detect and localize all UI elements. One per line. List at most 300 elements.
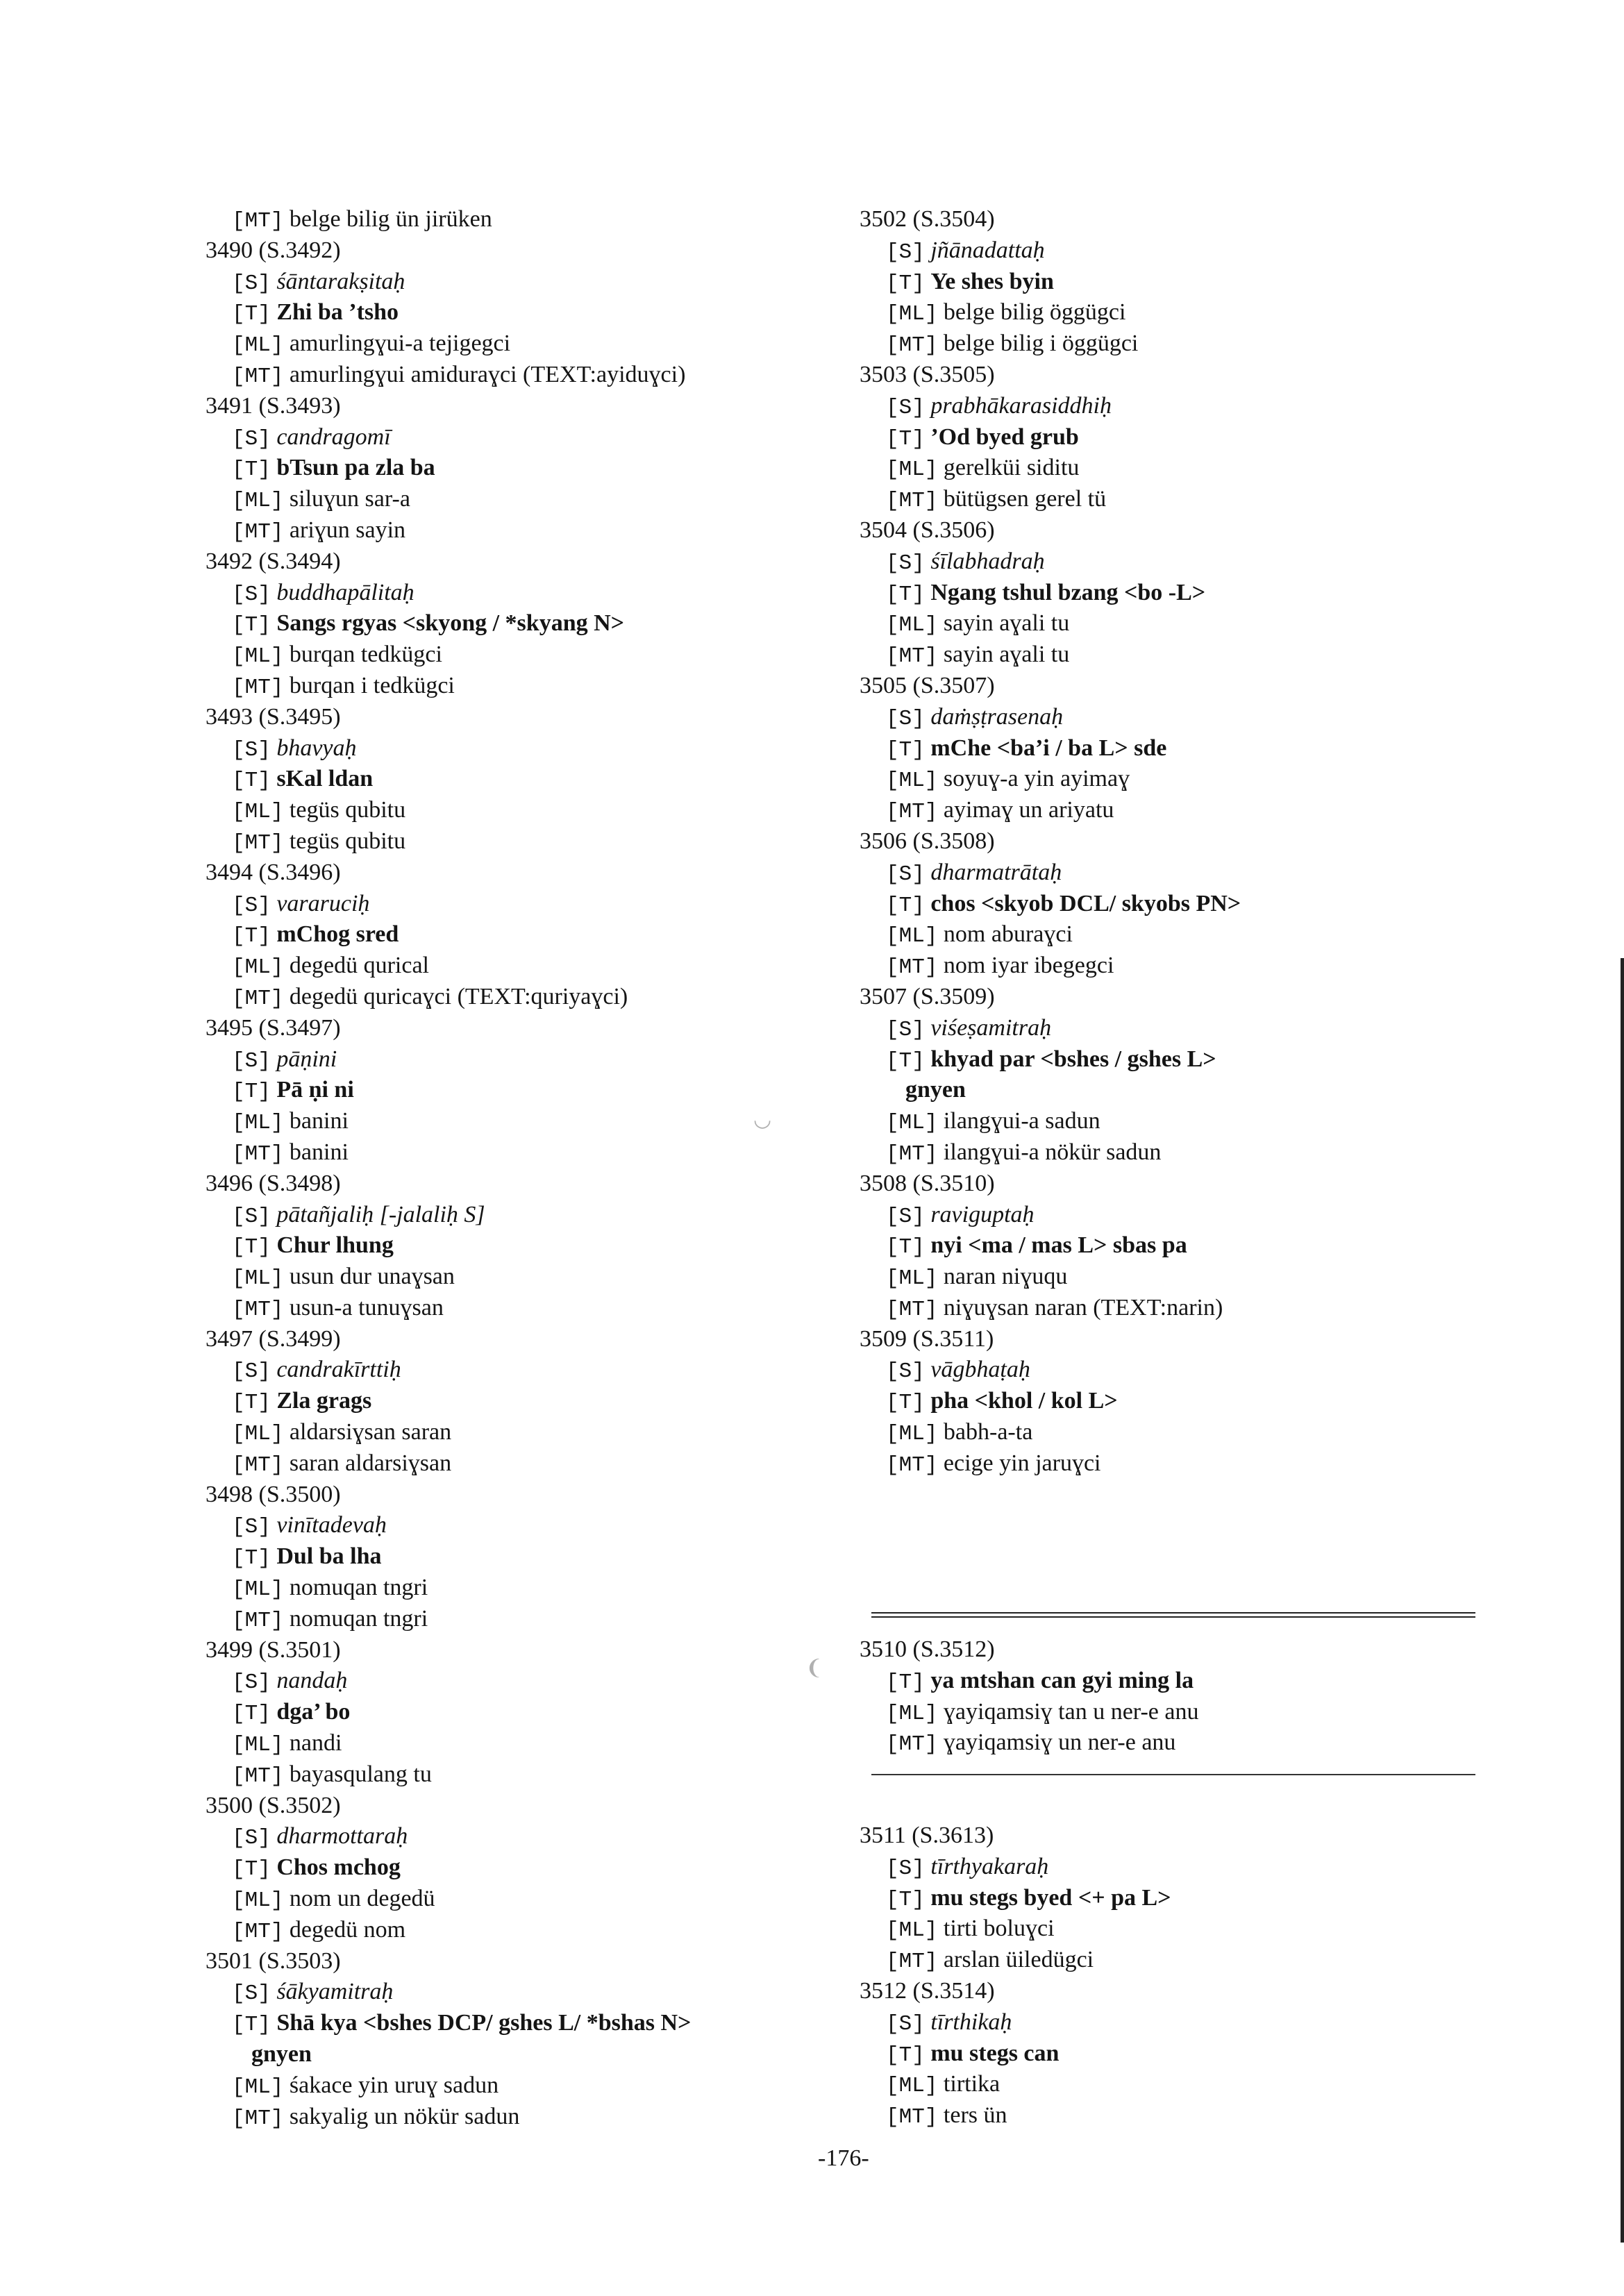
entry-number [206,1946,844,1977]
entry-number [206,546,844,578]
field-tag: [S] [886,862,925,887]
field-text: Chos mchog [276,1854,401,1881]
entry-line [860,1697,1484,1728]
entry-line [860,1883,1484,1914]
entry-number [860,982,1484,1013]
field-text: banini [289,1139,349,1165]
field-text: sayin aɣali tu [943,610,1070,637]
entry-line [206,1821,844,1852]
field-tag: [ML] [232,489,284,514]
entry-line [206,982,844,1013]
scan-speck-mark: ◡ [753,1108,772,1131]
field-tag: [S] [886,2011,925,2036]
field-tag: [ML] [232,1888,284,1913]
right-column-bottom [860,1820,1484,2131]
field-tag: [S] [886,395,925,420]
entry-line [206,515,844,546]
field-tag: [ML] [232,800,284,825]
field-text: 3505 (S.3507) [860,672,995,698]
entry-line [860,1913,1484,1945]
field-tag: [MT] [886,489,938,514]
entry-line [860,422,1484,453]
entry-line [860,453,1484,484]
entry-line [860,2100,1484,2131]
field-text: vāgbhaṭaḥ [930,1357,1030,1383]
field-tag: [MT] [886,644,938,669]
field-text: 3507 (S.3509) [860,983,995,1009]
entry-number [206,1324,844,1355]
entry-line [860,1293,1484,1324]
entry-line [860,235,1484,267]
field-text: tirti boluɣci [943,1916,1055,1942]
field-text: babh-a-ta [943,1419,1033,1446]
field-text: degedü quricaɣci (TEXT:quriyaɣci) [289,983,628,1009]
entry-line [860,1044,1484,1075]
field-tag: [ML] [232,644,284,669]
entry-line [206,2102,844,2133]
field-tag: [T] [232,1857,271,1882]
entry-line [206,1417,844,1448]
entry-line [860,328,1484,360]
field-tag: [T] [886,893,925,918]
entry-line [206,1759,844,1791]
entry-number [860,671,1484,702]
field-text: Ye shes byin [930,268,1054,294]
field-tag: [ML] [232,2075,284,2100]
field-text: nomuqan tngri [289,1605,428,1632]
entry-number [860,1324,1484,1355]
field-text: vararuciḥ [276,890,370,916]
field-tag: [S] [232,1359,271,1384]
field-tag: [MT] [232,986,284,1011]
field-text: 3500 (S.3502) [206,1792,341,1818]
entry-line [860,608,1484,639]
field-tag: [ML] [232,1733,284,1758]
entry-line [206,919,844,950]
field-tag: [S] [232,1204,271,1229]
entry-line [206,764,844,795]
field-tag: [S] [232,582,271,607]
field-text: 3510 (S.3512) [860,1636,995,1662]
entry-line [206,1293,844,1324]
field-text: 3501 (S.3503) [206,1947,341,1974]
entry-line [860,1666,1484,1697]
field-tag: [MT] [232,1763,284,1788]
entry-line [860,1200,1484,1231]
field-tag: [ML] [886,1266,938,1291]
field-tag: [MT] [886,1950,938,1975]
field-tag: [T] [232,769,271,794]
field-tag: [T] [886,582,925,607]
field-tag: [ML] [232,1111,284,1136]
entry-line [860,2007,1484,2038]
field-tag: [MT] [886,955,938,980]
entry-line [860,857,1484,889]
field-text: bütügsen gerel tü [943,486,1107,512]
entry-line [206,2039,844,2070]
field-tag: [T] [232,458,271,483]
entry-line [206,1884,844,1915]
field-text: gerelküi siditu [943,455,1080,481]
field-tag: [S] [886,1017,925,1042]
field-text: bhavyaḥ [276,735,357,761]
entry-line [860,391,1484,422]
field-text: nyi <ma / mas L> sbas pa [930,1232,1187,1259]
field-tag: [T] [886,1235,925,1260]
field-text: śakace yin uruɣ sadun [289,2072,499,2098]
entry-line [206,608,844,639]
field-tag: [T] [886,271,925,296]
field-text: nom aburaɣci [943,921,1073,948]
entry-line [860,1852,1484,1883]
entry-number [860,1976,1484,2007]
entry-line [206,1510,844,1541]
field-text: usun-a tunuɣsan [289,1294,444,1321]
entry-line [860,2038,1484,2070]
field-text: degedü qurical [289,953,429,979]
field-tag: [S] [886,1204,925,1229]
field-tag: [MT] [232,364,284,389]
field-tag: [MT] [232,1608,284,1633]
field-tag: [T] [886,426,925,451]
field-tag: [T] [886,1048,925,1073]
field-text: niɣuɣsan naran (TEXT:narin) [943,1294,1223,1321]
entry-line [206,1230,844,1262]
field-text: bayasqulang tu [289,1761,432,1787]
field-tag: [ML] [886,1111,938,1136]
entry-line [860,267,1484,298]
field-tag: [S] [886,1359,925,1384]
field-text: belge bilig i öggügci [943,330,1139,357]
field-text: 3497 (S.3499) [206,1325,341,1352]
entry-line [206,1728,844,1759]
entry-line [206,1666,844,1697]
right-column-boxed [860,1634,1484,1759]
entry-line [860,702,1484,733]
entry-line [206,826,844,857]
field-text: usun dur unaɣsan [289,1264,455,1290]
entry-line [206,1915,844,1946]
field-tag: [T] [886,1670,925,1695]
field-text: 3499 (S.3501) [206,1636,341,1663]
field-text: 3506 (S.3508) [860,828,995,854]
entry-number [860,826,1484,857]
field-tag: [ML] [232,333,284,358]
field-tag: [S] [232,1670,271,1695]
field-text: chos <skyob DCL/ skyobs PN> [930,890,1241,916]
field-tag: [MT] [232,1919,284,1944]
field-text: candrakīrttiḥ [276,1357,401,1383]
entry-number [860,360,1484,391]
entry-number [206,702,844,733]
field-text: naran niɣuqu [943,1264,1068,1290]
field-text: 3502 (S.3504) [860,206,995,232]
field-tag: [T] [886,1391,925,1416]
field-text: tīrthikaḥ [930,2009,1012,2035]
entry-line [860,484,1484,515]
field-text: 3490 (S.3492) [206,237,341,263]
field-text: 3512 (S.3514) [860,1977,995,2004]
field-text: 3495 (S.3497) [206,1014,341,1041]
field-text: jñānadattaḥ [930,237,1045,263]
entry-number [206,235,844,267]
field-text: Zla grags [276,1388,372,1414]
entry-line [860,639,1484,671]
field-tag: [ML] [232,955,284,980]
field-tag: [S] [232,737,271,762]
entry-line [206,950,844,982]
entry-line [206,267,844,298]
field-text: 3511 (S.3613) [860,1822,994,1848]
field-tag: [MT] [232,2106,284,2131]
entry-line [860,1355,1484,1386]
entry-line [206,889,844,920]
field-tag: [S] [232,1826,271,1851]
field-tag: [S] [232,1981,271,2006]
field-text: arslan üiledügci [943,1947,1094,1973]
field-text: saran aldarsiɣsan [289,1450,452,1476]
field-tag: [T] [232,2013,271,2038]
field-tag: [T] [232,924,271,949]
field-text: śākyamitraḥ [276,1979,394,2005]
entry-line [860,950,1484,982]
field-tag: [MT] [232,1141,284,1166]
field-tag: [MT] [886,333,938,358]
field-text: prabhākarasiddhiḥ [930,392,1112,419]
field-text: mChog sred [276,921,399,948]
field-tag: [S] [886,706,925,731]
entry-line [206,2008,844,2039]
field-tag: [MT] [886,2105,938,2130]
entry-line [860,1727,1484,1759]
entry-line [206,671,844,702]
entry-line [206,297,844,328]
field-text: mu stegs can [930,2040,1060,2066]
field-text: Chur lhung [276,1232,394,1259]
field-tag: [T] [886,2043,925,2068]
entry-line [860,1106,1484,1137]
field-text: pātañjaliḥ [-jalaliḥ S] [276,1201,485,1227]
field-text: sakyalig un nökür sadun [289,2103,520,2129]
entry-line [206,1044,844,1075]
field-text: nandaḥ [276,1668,348,1694]
field-text: siluɣun sar-a [289,486,410,512]
field-text: dharmatrātaḥ [930,859,1062,885]
field-text: 3492 (S.3494) [206,548,341,574]
entry-line [860,546,1484,578]
field-text: 3498 (S.3500) [206,1481,341,1507]
field-text: banini [289,1108,349,1134]
entry-line [860,297,1484,328]
entry-line [206,733,844,764]
field-text: tegüs qubitu [289,797,406,823]
entry-line [206,1977,844,2008]
field-tag: [S] [232,426,271,451]
field-tag: [S] [232,271,271,296]
field-tag: [MT] [232,519,284,544]
entry-line [860,764,1484,795]
field-text: buddhapālitaḥ [276,579,415,605]
field-text: belge bilig öggügci [943,299,1126,326]
section-rule-bottom [871,1774,1475,1775]
entry-line [206,639,844,671]
field-tag: [ML] [886,1918,938,1943]
page-number: -176- [818,2145,869,2171]
field-tag: [ML] [886,2074,938,2099]
entry-line [860,1262,1484,1293]
field-text: ariɣun sayin [289,517,406,543]
field-tag: [ML] [886,302,938,327]
field-text: tirtika [943,2071,1001,2097]
field-tag: [S] [886,240,925,265]
entry-line [860,1230,1484,1262]
entry-line [860,919,1484,950]
field-text: ’Od byed grub [930,424,1079,450]
field-tag: [S] [232,1515,271,1540]
entry-line [206,1075,844,1106]
entry-line [206,1697,844,1728]
field-text: mu stegs byed <+ pa L> [930,1884,1171,1911]
entry-line [206,1448,844,1480]
entry-number [860,204,1484,235]
field-tag: [T] [232,1391,271,1416]
field-text: ayimaɣ un ariyatu [943,797,1114,823]
field-text: Ngang tshul bzang <bo -L> [930,579,1206,605]
right-column-top [860,204,1484,1480]
entry-number [206,391,844,422]
field-tag: [MT] [886,1297,938,1322]
field-text: gnyen [905,1077,966,1103]
field-text: aldarsiɣsan saran [289,1419,452,1446]
field-text: Sangs rgyas <skyong / *skyang N> [276,610,625,637]
field-text: bTsun pa zla ba [276,455,435,481]
field-text: amurlingɣui amiduraɣci (TEXT:ayiduɣci) [289,361,686,387]
entry-number [860,1168,1484,1200]
field-tag: [T] [886,1887,925,1912]
entry-line [860,1945,1484,1976]
field-tag: [T] [232,1235,271,1260]
field-tag: [ML] [886,769,938,794]
field-text: gnyen [251,2041,312,2068]
field-tag: [ML] [886,458,938,483]
entry-line [206,360,844,391]
field-text: pāṇini [276,1046,337,1072]
field-text: candragomī [276,424,391,450]
field-text: amurlingɣui-a tejigegci [289,330,511,357]
field-text: śāntarakṣitaḥ [276,268,405,294]
field-tag: [ML] [886,613,938,638]
field-tag: [MT] [232,675,284,700]
entry-line [860,1386,1484,1417]
field-text: dga’ bo [276,1699,351,1725]
field-text: burqan tedkügci [289,642,442,668]
entry-line [206,1262,844,1293]
entry-line [206,1137,844,1168]
field-tag: [ML] [232,1422,284,1447]
entry-line [860,1448,1484,1480]
field-text: khyad par <bshes / gshes L> [930,1046,1216,1072]
field-tag: [MT] [232,1452,284,1477]
entry-line [206,1106,844,1137]
entry-line [860,795,1484,826]
entry-line [206,1541,844,1573]
field-tag: [ML] [232,1266,284,1291]
entry-line [206,328,844,360]
field-tag: [T] [232,613,271,638]
field-text: daṁṣṭrasenaḥ [930,703,1064,730]
field-tag: [ML] [886,924,938,949]
field-text: mChe <ba’i / ba L> sde [930,735,1167,761]
entry-number [206,1635,844,1666]
field-text: ilangɣui-a sadun [943,1108,1100,1134]
field-text: 3504 (S.3506) [860,517,995,543]
field-text: Dul ba lha [276,1543,382,1570]
field-text: 3493 (S.3495) [206,703,341,730]
entry-line [206,795,844,826]
entry-line [206,1386,844,1417]
field-text: tīrthyakaraḥ [930,1853,1049,1879]
field-text: Shā kya <bshes DCP/ gshes L/ *bshas N> [276,2010,692,2036]
field-text: 3503 (S.3505) [860,361,995,387]
entry-number [206,857,844,889]
field-tag: [MT] [886,1452,938,1477]
field-text: ɣayiqamsiɣ tan u ner-e anu [943,1698,1199,1725]
field-text: nandi [289,1730,342,1757]
field-tag: [MT] [886,1141,938,1166]
field-text: burqan i tedkügci [289,672,455,698]
field-tag: [T] [232,302,271,327]
field-text: śīlabhadraḥ [930,548,1045,574]
field-text: sKal ldan [276,766,374,792]
field-text: Pā ṇi ni [276,1077,354,1103]
entry-line [206,1573,844,1604]
field-text: ɣayiqamsiɣ un ner-e anu [943,1729,1176,1756]
field-text: ya mtshan can gyi ming la [930,1667,1194,1693]
field-text: raviguptaḥ [930,1201,1035,1227]
section-rule-top [871,1612,1475,1618]
entry-number [206,1013,844,1044]
field-text: ilangɣui-a nökür sadun [943,1139,1162,1165]
field-text: 3494 (S.3496) [206,859,341,885]
entry-line [206,1200,844,1231]
field-tag: [MT] [886,800,938,825]
field-tag: [MT] [886,1732,938,1757]
field-text: soyuɣ-a yin ayimaɣ [943,766,1130,792]
entry-line [206,578,844,609]
field-text: belge bilig ün jirüken [289,206,492,232]
entry-number [860,1634,1484,1666]
field-text: Zhi ba ’tsho [276,299,399,326]
entry-line [860,889,1484,920]
field-tag: [T] [232,1080,271,1105]
field-text: nom iyar ibegegci [943,953,1114,979]
entry-line [206,453,844,484]
entry-number [206,1480,844,1511]
entry-number [206,1168,844,1200]
scan-edge-line [1621,958,1624,2243]
entry-line [860,1137,1484,1168]
field-text: nom un degedü [289,1886,435,1912]
field-text: ecige yin jaruɣci [943,1450,1101,1476]
field-tag: [MT] [232,1297,284,1322]
field-tag: [T] [232,1702,271,1727]
field-tag: [ML] [886,1701,938,1726]
field-tag: [S] [886,1856,925,1881]
field-tag: [MT] [232,830,284,855]
entry-line [860,1075,1484,1106]
field-tag: [T] [232,1546,271,1571]
entry-line [206,422,844,453]
